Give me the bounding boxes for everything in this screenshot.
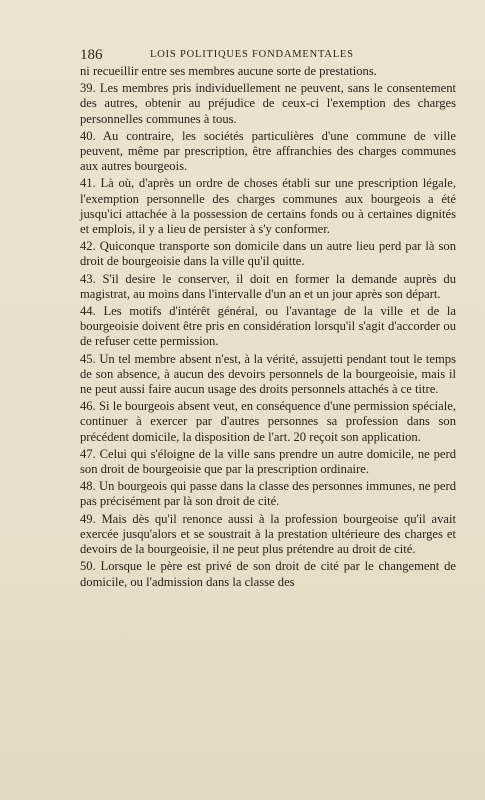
page-header — [80, 47, 455, 65]
paragraph-42: 42. Quiconque transporte son domicile dans un autre lieu perd par là son droit de bourgeoisie dans la ville qu'il quitte. — [80, 239, 456, 269]
paragraph-43: 43. S'il desire le conserver, il doit en former la demande auprès du magistrat, au moins dans l'intervalle d'un an et un jour après son départ. — [80, 271, 456, 301]
paragraph-48: 48. Un bourgeois qui passe dans la classe des personnes immunes, ne perd pas précisément par là son droit de cité. — [80, 479, 456, 509]
paragraph-40: 40. Au contraire, les sociétés particulières d'une commune de ville peuvent, même par prescription, être affranchies des charges communes aux autres bourgeois. — [80, 128, 456, 174]
paragraph-continuation: ni recueillir entre ses membres aucune sorte de prestations. — [80, 64, 377, 78]
paragraph-47: 47. Celui qui s'éloigne de la ville sans prendre un autre domicile, ne perd son droit de bourgeoisie que par la prescription ordinaire. — [80, 446, 456, 477]
paragraph-39: 39. Les membres pris individuellement ne peuvent, sans le consentement des autres, obtenir au préjudice de ceux-ci l'exemption des charges personnelles communes à tous. — [80, 81, 456, 126]
page-body — [80, 64, 456, 592]
page-number: 186 — [80, 47, 103, 63]
paragraph-50: 50. Lorsque le père est privé de son droit de cité par le changement de domicile, ou l'admission dans la classe des — [80, 559, 456, 589]
paragraph-49: 49. Mais dès qu'il renonce aussi à la profession bourgeoise qu'il avait exercée jusqu'alors et se soustrait à la prestation ultérieure des charges et devoirs de la bourgeoisie, il ne peut plus prétendre au droit de cité. — [80, 511, 456, 557]
paragraph-46: 46. Si le bourgeois absent veut, en conséquence d'une permission spéciale, continuer à exercer par d'autres personnes sa profession dans son précédent domicile, la disposition de l'art. 20 reçoit son application. — [80, 399, 456, 444]
paragraph-44: 44. Les motifs d'intérêt général, ou l'avantage de la ville et de la bourgeoisie doivent être pris en considération lorsqu'il s'agit d'accorder ou de refuser cette permission. — [80, 304, 456, 349]
paragraph-41: 41. Là où, d'après un ordre de choses établi sur une prescription légale, l'exemption personnelle des charges communes aux bourgeois a été jusqu'ici attachée à la possession de certains fonds ou à certaines dignités et emplois, il y a lieu de persister à s'y conformer. — [80, 176, 456, 237]
paragraph-45: 45. Un tel membre absent n'est, à la vérité, assujetti pendant tout le temps de son absence, à aucun des devoirs personnels de la bourgeoisie, mais il ne peut aussi faire aucun usage des droits personnels attachés à ce titre. — [80, 351, 456, 397]
running-head: LOIS POLITIQUES FONDAMENTALES — [150, 49, 354, 60]
